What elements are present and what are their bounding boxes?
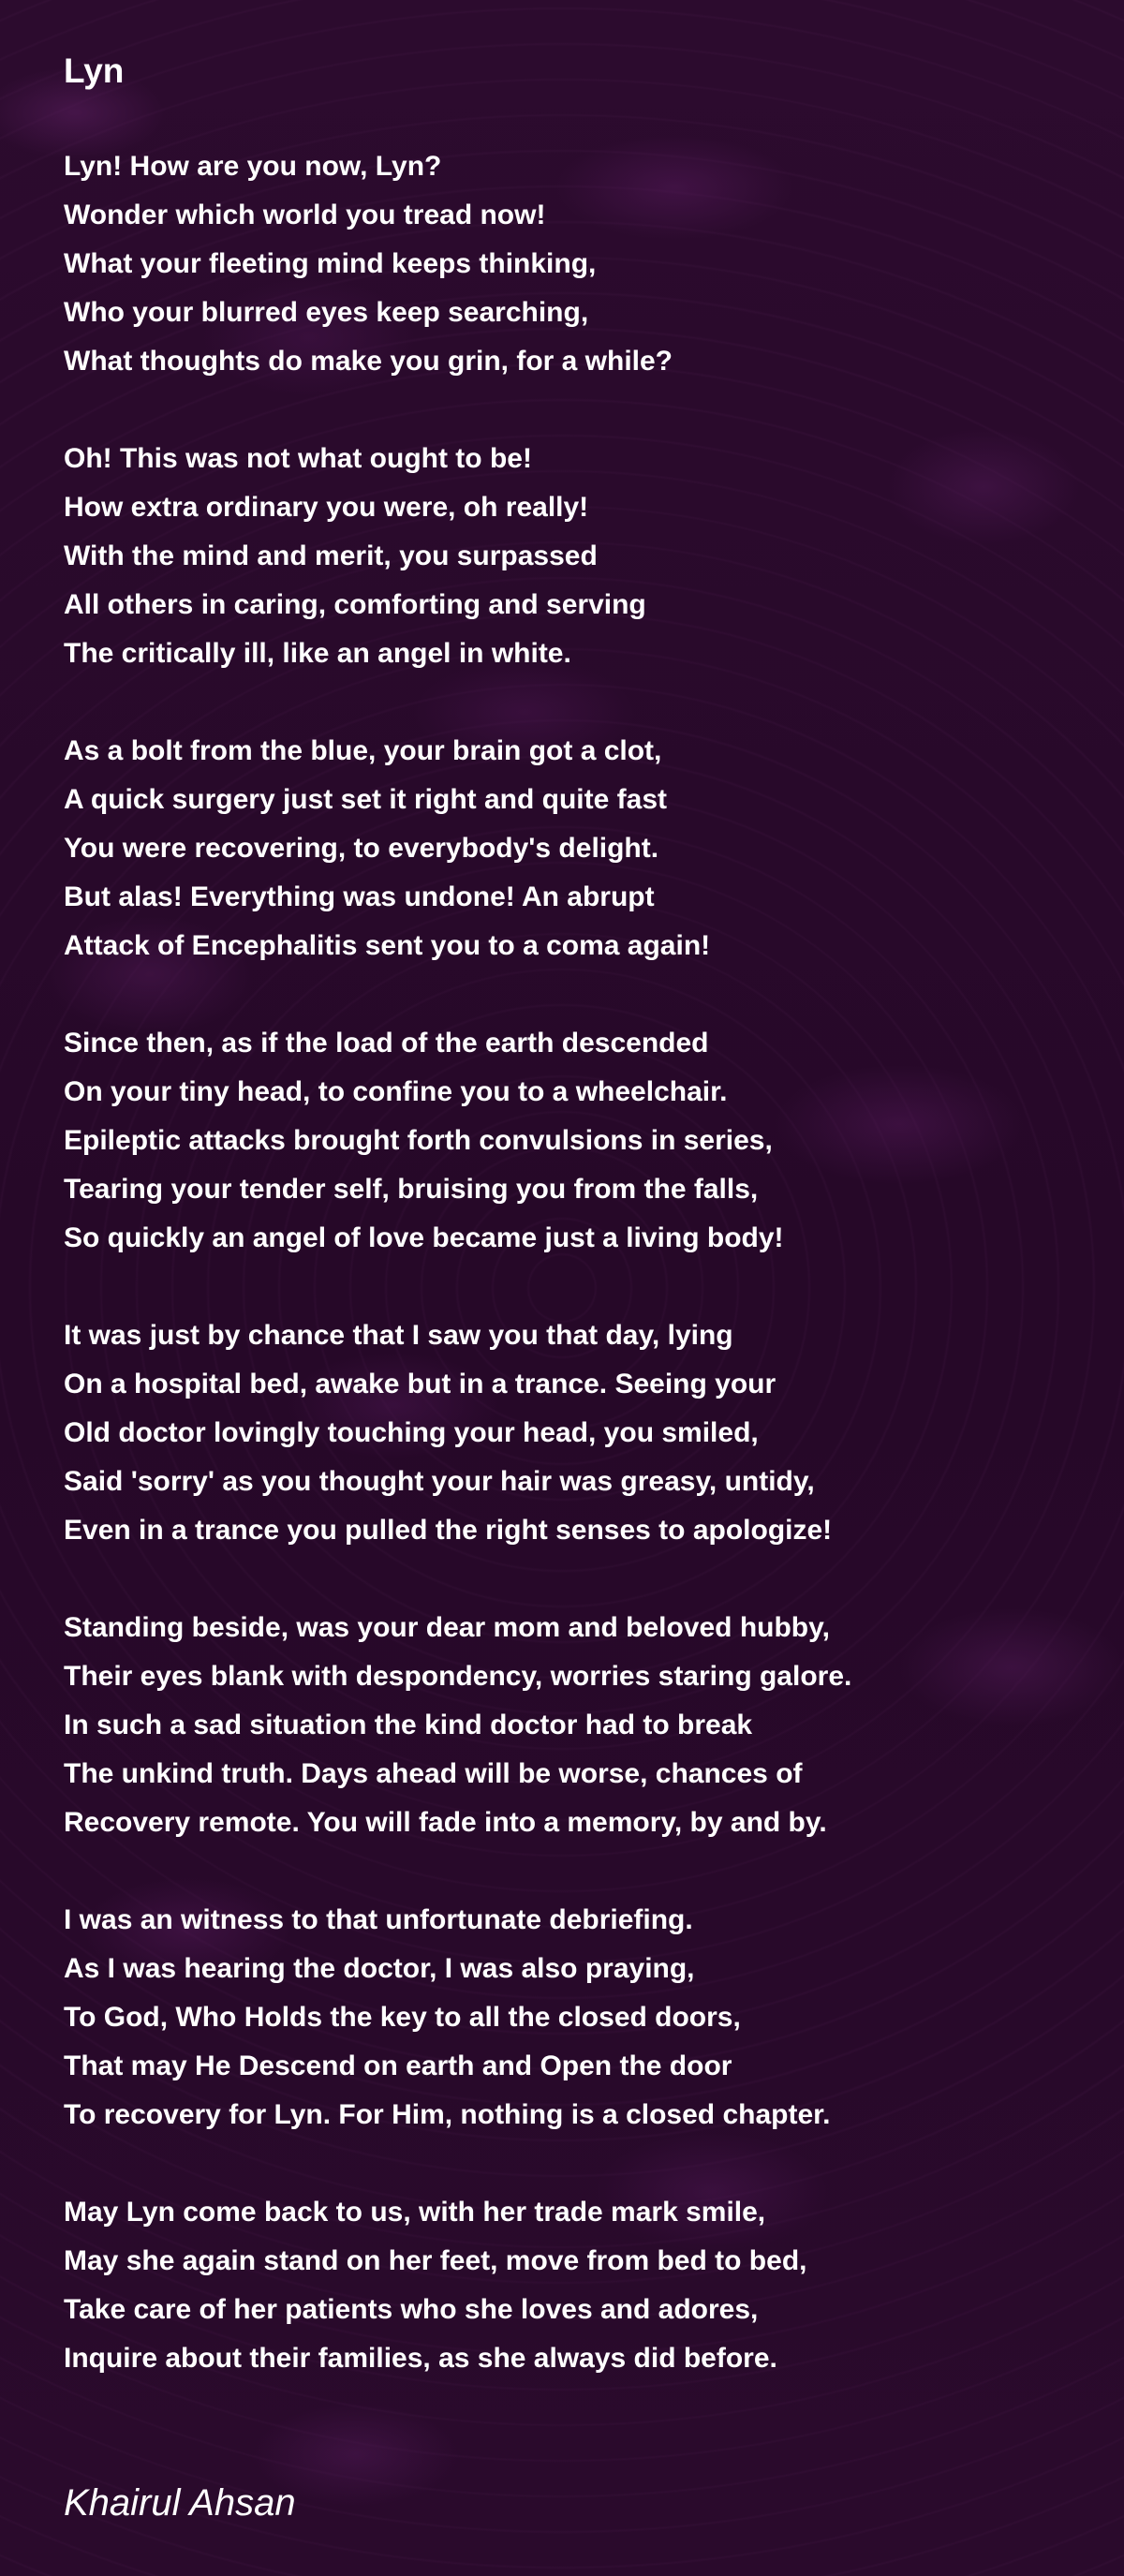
poem-line: Since then, as if the load of the earth descended xyxy=(64,1028,709,1059)
poem-line: So quickly an angel of love became just a living body! xyxy=(64,1222,784,1253)
poem-line: The unkind truth. Days ahead will be worse, chances of xyxy=(64,1758,803,1789)
poem-line: I was an witness to that unfortunate debriefing. xyxy=(64,1904,693,1935)
poem-line: Said 'sorry' as you thought your hair was greasy, untidy, xyxy=(64,1466,815,1497)
poem-line: All others in caring, comforting and serving xyxy=(64,589,646,620)
poem-line: As a bolt from the blue, your brain got a clot, xyxy=(64,735,662,766)
poem-line: Their eyes blank with despondency, worries staring galore. xyxy=(64,1661,852,1692)
poem-line: Standing beside, was your dear mom and beloved hubby, xyxy=(64,1612,830,1643)
poem-line: Tearing your tender self, bruising you from the falls, xyxy=(64,1174,759,1205)
poem-line: Epileptic attacks brought forth convulsions in series, xyxy=(64,1125,773,1156)
poem-line: Inquire about their families, as she always did before. xyxy=(64,2343,777,2374)
poem-line: With the mind and merit, you surpassed xyxy=(64,540,598,571)
stanza-8 xyxy=(64,2188,1075,2383)
poem-body xyxy=(64,142,1075,2432)
poem-line: What thoughts do make you grin, for a while? xyxy=(64,346,673,377)
poem-line: Attack of Encephalitis sent you to a coma again! xyxy=(64,930,711,961)
poem-line: To recovery for Lyn. For Him, nothing is a closed chapter. xyxy=(64,2099,831,2130)
poem-line: That may He Descend on earth and Open the door xyxy=(64,2050,732,2081)
poem-line: As I was hearing the doctor, I was also praying, xyxy=(64,1953,695,1984)
stanza-4 xyxy=(64,1019,1075,1263)
stanza-1 xyxy=(64,142,1075,386)
poem-line: Old doctor lovingly touching your head, you smiled, xyxy=(64,1417,759,1448)
poem-line: On a hospital bed, awake but in a trance. Seeing your xyxy=(64,1369,776,1399)
poem-title: Lyn xyxy=(64,52,125,90)
poem-line: Recovery remote. You will fade into a memory, by and by. xyxy=(64,1807,827,1838)
poem-author: Khairul Ahsan xyxy=(64,2482,296,2524)
poem-line: The critically ill, like an angel in white. xyxy=(64,638,571,669)
poem-line: May Lyn come back to us, with her trade mark smile, xyxy=(64,2197,766,2228)
poem-line: A quick surgery just set it right and quite fast xyxy=(64,784,667,815)
stanza-6 xyxy=(64,1604,1075,1847)
poem-line: Oh! This was not what ought to be! xyxy=(64,443,532,474)
poem-line: On your tiny head, to confine you to a wheelchair. xyxy=(64,1076,728,1107)
poem-line: Even in a trance you pulled the right senses to apologize! xyxy=(64,1515,833,1546)
poem-line: You were recovering, to everybody's delight. xyxy=(64,833,659,864)
stanza-2 xyxy=(64,435,1075,678)
poem-line: In such a sad situation the kind doctor had to break xyxy=(64,1710,753,1740)
stanza-5 xyxy=(64,1311,1075,1555)
poem-line: May she again stand on her feet, move from bed to bed, xyxy=(64,2245,807,2276)
poem-line: Wonder which world you tread now! xyxy=(64,200,546,230)
poem-line: But alas! Everything was undone! An abrupt xyxy=(64,881,655,912)
poem-line: Who your blurred eyes keep searching, xyxy=(64,297,589,328)
poem-line: Lyn! How are you now, Lyn? xyxy=(64,151,442,182)
poem-line: It was just by chance that I saw you that day, lying xyxy=(64,1320,733,1351)
stanza-7 xyxy=(64,1896,1075,2139)
stanza-3 xyxy=(64,727,1075,970)
poem-line: How extra ordinary you were, oh really! xyxy=(64,492,589,523)
poem-line: To God, Who Holds the key to all the closed doors, xyxy=(64,2002,741,2033)
poem-line: What your fleeting mind keeps thinking, xyxy=(64,248,597,279)
poem-line: Take care of her patients who she loves and adores, xyxy=(64,2294,759,2325)
